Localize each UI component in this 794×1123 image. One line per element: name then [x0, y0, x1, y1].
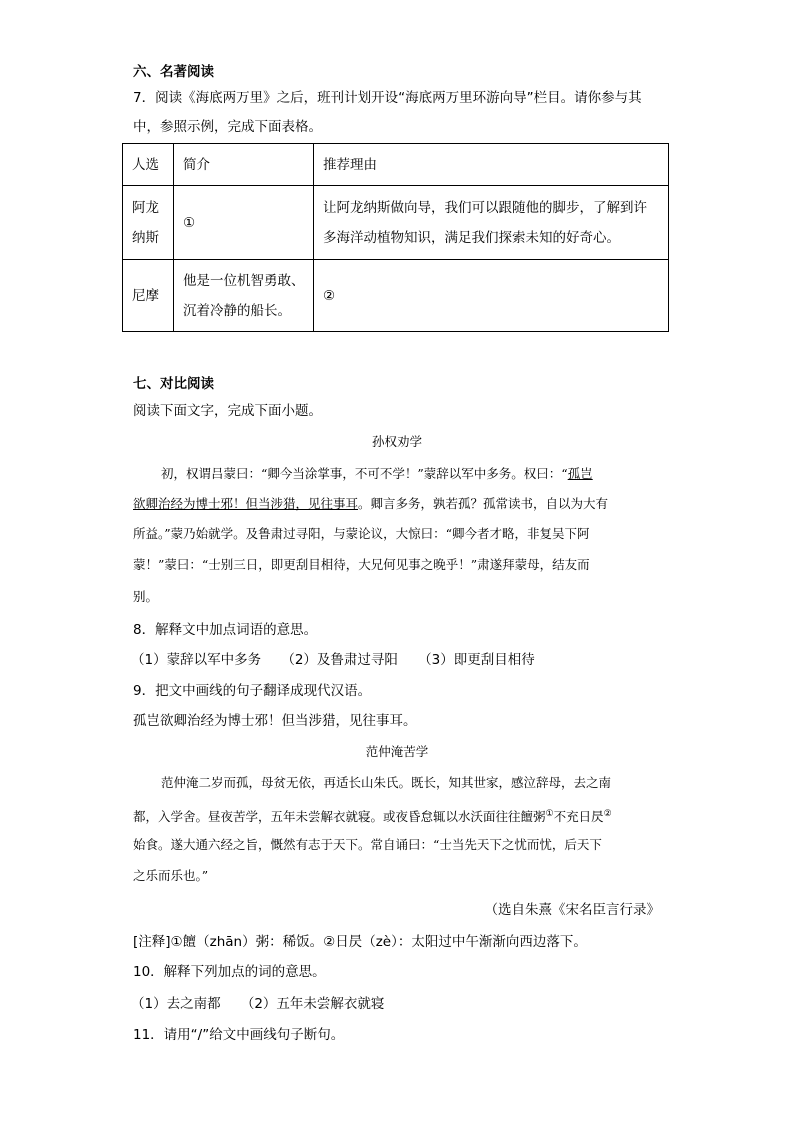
question-7-line-2: 中，参照示例，完成下面表格。: [133, 119, 322, 135]
guide-table: [122, 143, 669, 332]
text1-para-line-5: 别。: [133, 589, 159, 604]
cell-reason-blank-2: ②: [314, 260, 669, 332]
question-10: 10．解释下列加点的词的意思。: [133, 964, 326, 980]
text2-title: 范仲淹苦学: [365, 744, 429, 759]
text2-para-line-1: 范仲淹二岁而孤，母贫无依，再适长山朱氏。既长，知其世家，感泣辞母，去之南: [161, 775, 612, 790]
section-heading-7: 七、对比阅读: [133, 376, 214, 392]
header-reason: 推荐理由: [314, 144, 669, 186]
cell-intro-blank-1: ①: [174, 186, 314, 260]
text2-para-line-3: 始食。遂大通六经之旨，慨然有志于天下。常自诵曰：“士当先天下之忧而忧，后天下: [133, 837, 602, 852]
question-9: 9．把文中画线的句子翻译成现代汉语。: [133, 683, 372, 699]
cell-name-nemo: 尼摩: [123, 260, 174, 332]
text1-para-line-2: 欲卿治经为博士邪！但当涉猎，见往事耳。卿言多务，孰若孤？孤常读书，自以为大有: [133, 496, 609, 511]
table-row: [123, 186, 669, 260]
annotation: [注释]①饘（zhān）粥：稀饭。②日昃（zè）：太阳过中午渐渐向西边落下。: [133, 934, 587, 950]
question-8-items: （1）蒙辞以军中多务 （2）及鲁肃过寻阳 （3）即更刮目相待: [131, 652, 535, 668]
cell-name-aronnax: 阿龙 纳斯: [123, 186, 174, 260]
text1-para-line-4: 蒙！”蒙曰：“士别三日，即更刮目相待，大兄何见事之晚乎！”肃遂拜蒙母，结友而: [133, 557, 590, 572]
section-heading-6: 六、名著阅读: [133, 64, 214, 80]
question-10-items: （1）去之南都 （2）五年未尝解衣就寝: [131, 996, 385, 1012]
cell-reason-aronnax: 让阿龙纳斯做向导，我们可以跟随他的脚步，了解到许 多海洋动植物知识，满足我们探索未知的好奇心。: [314, 186, 669, 260]
text2-source: （选自朱熹《宋名臣言行录》: [484, 902, 660, 918]
cell-intro-nemo: 他是一位机智勇敢、 沉着冷静的船长。: [174, 260, 314, 332]
header-intro: 简介: [174, 144, 314, 186]
table-row: [123, 260, 669, 332]
question-11: 11．请用“/”给文中画线句子断句。: [133, 1027, 345, 1043]
text1-para-line-1: 初，权谓吕蒙曰：“卿今当涂掌事，不可不学！”蒙辞以军中多务。权曰：“孤岂: [161, 466, 593, 481]
text1-para-line-3: 所益。”蒙乃始就学。及鲁肃过寻阳，与蒙论议，大惊曰：“卿今者才略，非复吴下阿: [133, 526, 590, 541]
reading-instruction: 阅读下面文字，完成下面小题。: [133, 403, 322, 419]
question-7-line-1: 7．阅读《海底两万里》之后，班刊计划开设“海底两万里环游向导”栏目。请你参与其: [133, 90, 642, 106]
header-candidate: 人选: [123, 144, 174, 186]
question-9-sentence: 孤岂欲卿治经为博士邪！但当涉猎，见往事耳。: [133, 713, 417, 729]
text2-para-line-4: 之乐而乐也。”: [133, 868, 209, 883]
text1-title: 孙权劝学: [371, 434, 422, 449]
question-8: 8．解释文中加点词语的意思。: [133, 622, 318, 638]
text2-para-line-2: 都，入学舍。昼夜苦学，五年未尝解衣就寝。或夜昏怠辄以水沃面往往饘粥①不充日昃②: [133, 809, 612, 825]
table-header-row: [123, 144, 669, 186]
